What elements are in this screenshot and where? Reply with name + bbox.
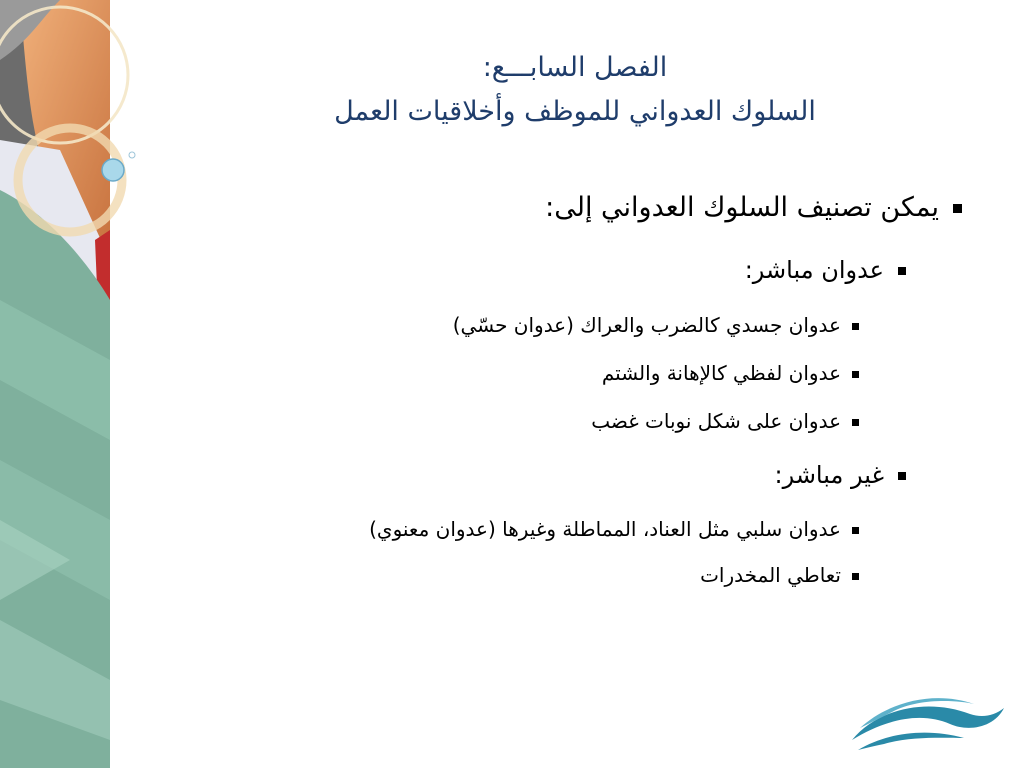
direct-heading-text: عدوان مباشر: bbox=[744, 256, 884, 284]
title-line-subject: السلوك العدواني للموظف وأخلاقيات العمل bbox=[334, 96, 816, 127]
square-bullet-icon bbox=[852, 419, 859, 426]
intro-bullet-item bbox=[545, 192, 962, 223]
square-bullet-icon bbox=[898, 267, 906, 275]
list-item-text: عدوان لفظي كالإهانة والشتم bbox=[601, 361, 841, 385]
list-item bbox=[453, 313, 859, 337]
square-bullet-icon bbox=[852, 573, 859, 580]
direct-aggression-heading bbox=[745, 256, 906, 284]
list-item bbox=[369, 517, 859, 541]
list-item-text: عدوان على شكل نوبات غضب bbox=[591, 409, 841, 433]
list-item bbox=[591, 409, 859, 433]
square-bullet-icon bbox=[852, 371, 859, 378]
square-bullet-icon bbox=[953, 204, 962, 213]
indirect-aggression-heading bbox=[774, 461, 906, 489]
list-item-text: تعاطي المخدرات bbox=[700, 563, 841, 587]
left-decorative-graphic bbox=[0, 0, 140, 768]
intro-text: يمكن تصنيف السلوك العدواني إلى: bbox=[545, 192, 939, 223]
slide-title bbox=[150, 46, 1000, 134]
square-bullet-icon bbox=[852, 323, 859, 330]
square-bullet-icon bbox=[898, 472, 906, 480]
title-line-chapter: الفصل السابـــع: bbox=[482, 52, 668, 83]
indirect-heading-text: غير مباشر: bbox=[774, 461, 884, 489]
square-bullet-icon bbox=[852, 527, 859, 534]
list-item-text: عدوان سلبي مثل العناد، المماطلة وغيرها (عدوان معنوي) bbox=[369, 517, 841, 541]
list-item-text: عدوان جسدي كالضرب والعراك (عدوان حسّي) bbox=[452, 313, 841, 337]
wave-logo bbox=[848, 688, 1008, 753]
list-item bbox=[602, 361, 859, 385]
list-item bbox=[700, 563, 859, 587]
